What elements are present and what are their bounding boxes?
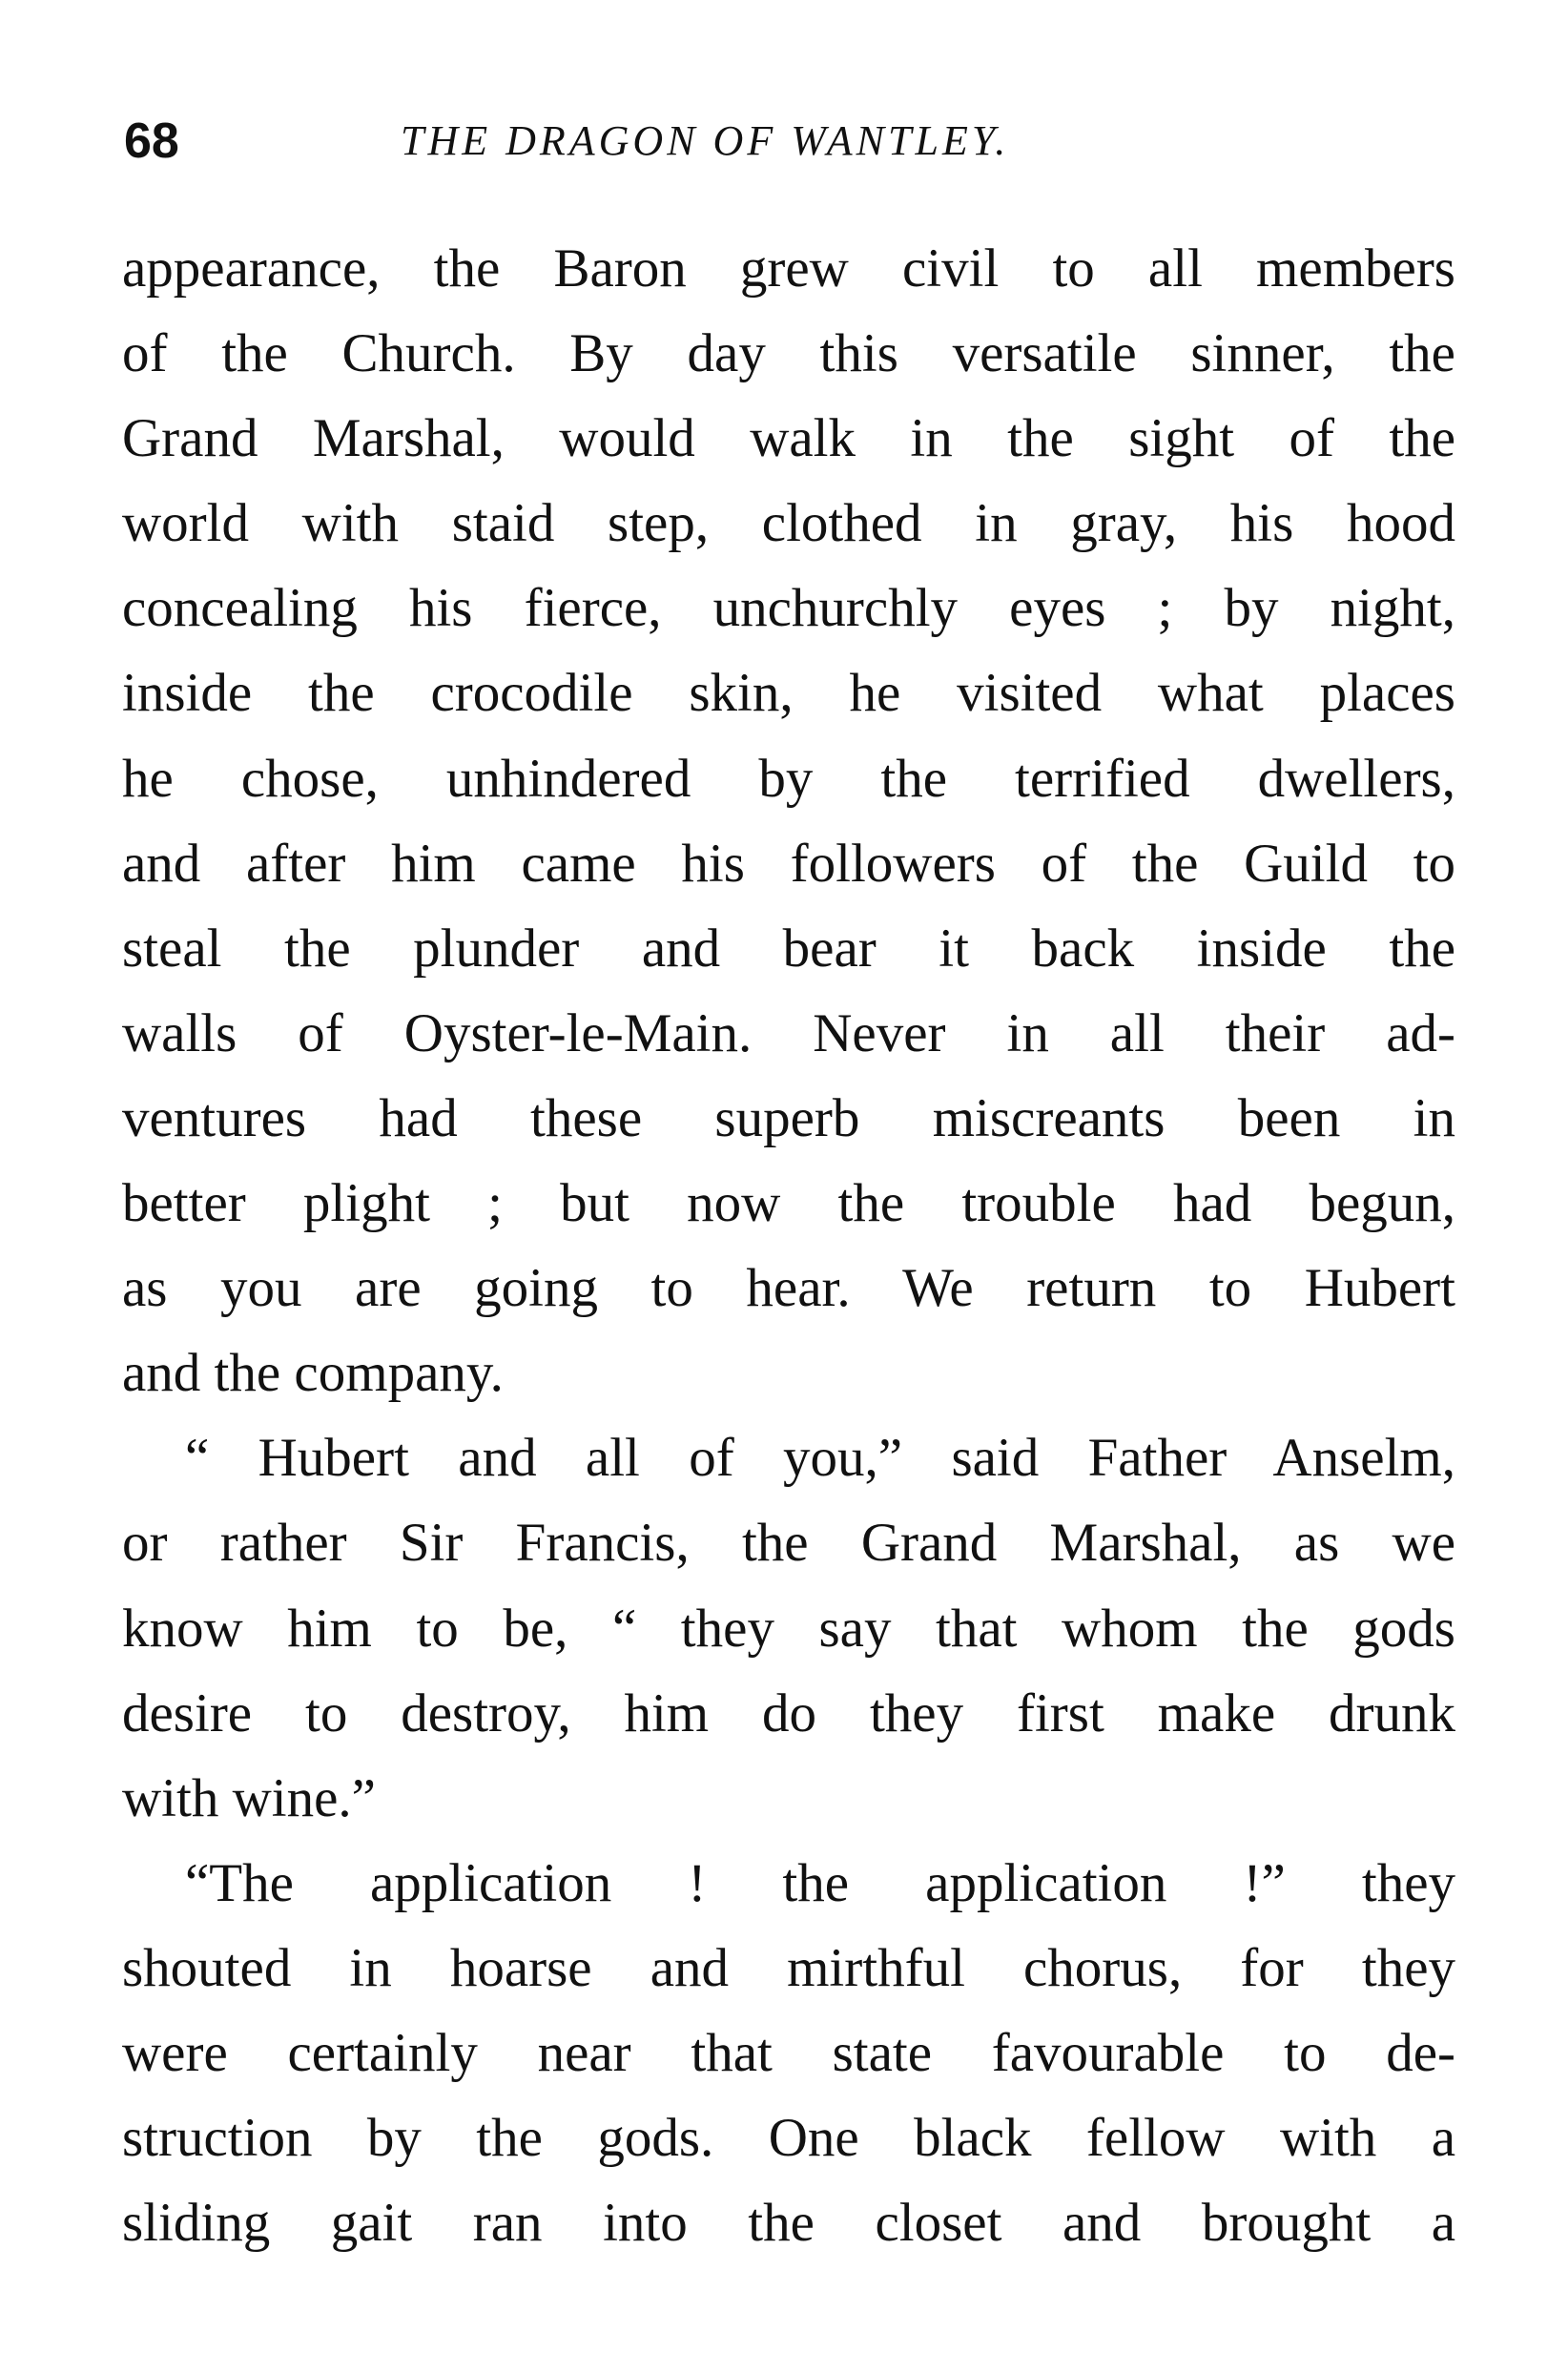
running-title: THE DRAGON OF WANTLEY.	[401, 117, 1010, 164]
text-line: world with staid step, clothed in gray, his hood	[122, 493, 1455, 554]
text-line: better plight ; but now the trouble had begun,	[122, 1173, 1455, 1234]
text-line: ventures had these superb miscreants been in	[122, 1087, 1455, 1148]
page-number: 68	[124, 113, 179, 169]
running-head	[124, 113, 1459, 170]
text-line: of the Church. By day this versatile sinner, the	[122, 323, 1455, 384]
text-line: or rather Sir Francis, the Grand Marshal, as we	[122, 1513, 1455, 1574]
text-line: and after him came his followers of the Guild to	[122, 833, 1455, 894]
text-line: Grand Marshal, would walk in the sight of the	[122, 408, 1455, 469]
text-line: “ Hubert and all of you,” said Father Anselm,	[185, 1428, 1455, 1489]
text-line: as you are going to hear. We return to Hubert	[122, 1258, 1455, 1319]
text-line: were certainly near that state favourable to de-	[122, 2022, 1455, 2083]
text-line: concealing his fierce, unchurchly eyes ; by night,	[122, 578, 1455, 639]
text-line: with wine.”	[122, 1767, 376, 1828]
text-line: steal the plunder and bear it back inside the	[122, 918, 1455, 979]
text-line: and the company.	[122, 1343, 504, 1404]
text-line: “The application ! the application !” they	[185, 1852, 1455, 1913]
text-line: desire to destroy, him do they first make drunk	[122, 1682, 1455, 1744]
text-line: sliding gait ran into the closet and brought a	[122, 2193, 1455, 2254]
text-line: inside the crocodile skin, he visited what places	[122, 663, 1455, 724]
text-line: struction by the gods. One black fellow with a	[122, 2108, 1455, 2169]
body-text	[122, 226, 1455, 2265]
text-line: appearance, the Baron grew civil to all members	[122, 238, 1455, 299]
text-line: know him to be, “ they say that whom the gods	[122, 1598, 1455, 1659]
text-line: shouted in hoarse and mirthful chorus, for they	[122, 1937, 1455, 1998]
text-line: he chose, unhindered by the terrified dwellers,	[122, 748, 1455, 809]
text-line: walls of Oyster-le-Main. Never in all their ad-	[122, 1002, 1455, 1063]
